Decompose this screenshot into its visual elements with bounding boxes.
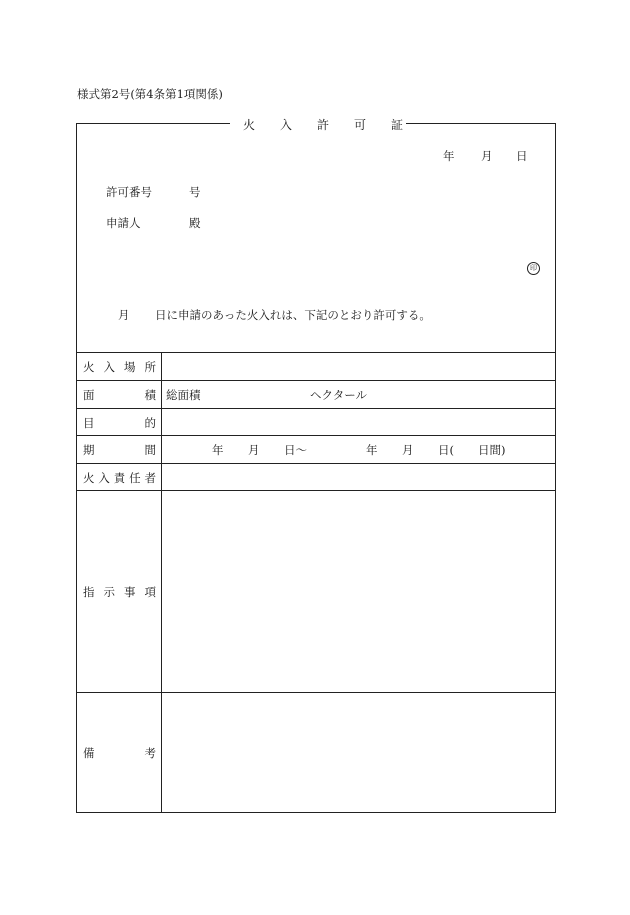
date-day: 日 <box>516 149 528 163</box>
period-end-year: 年 <box>366 443 378 457</box>
permit-form-frame <box>76 123 556 813</box>
period-end-month: 月 <box>402 443 414 457</box>
hectare-unit: ヘクタール <box>310 388 368 402</box>
burning-place-label: 火 入 場 所 <box>83 360 156 374</box>
total-area-label: 総面積 <box>166 388 201 402</box>
area-label: 面 積 <box>83 388 156 402</box>
fire-supervisor-label: 火 入 責 任 者 <box>83 471 156 485</box>
seal-mark: 印 <box>527 262 540 275</box>
purpose-label: 目 的 <box>83 416 156 430</box>
permission-statement: 日に申請のあった火入れは、下記のとおり許可する。 <box>155 308 431 322</box>
applicant-suffix: 殿 <box>189 216 201 230</box>
period-days: 日間) <box>478 443 506 457</box>
period-end-day: 日( <box>438 443 454 457</box>
period-start-year: 年 <box>212 443 224 457</box>
instructions-label: 指 示 事 項 <box>83 585 156 599</box>
period-start-month: 月 <box>248 443 260 457</box>
document-title: 火 入 許 可 証 <box>243 118 404 132</box>
period-start-day: 日〜 <box>284 443 307 457</box>
permit-number-label: 許可番号 <box>106 185 152 199</box>
permit-number-suffix: 号 <box>189 185 201 199</box>
date-month: 月 <box>481 149 493 163</box>
remarks-label: 備 考 <box>83 746 156 760</box>
period-label: 期 間 <box>83 443 156 457</box>
form-code: 様式第2号(第4条第1項関係) <box>77 87 223 101</box>
date-year: 年 <box>443 149 455 163</box>
applicant-label: 申請人 <box>106 216 141 230</box>
statement-month: 月 <box>118 308 130 322</box>
